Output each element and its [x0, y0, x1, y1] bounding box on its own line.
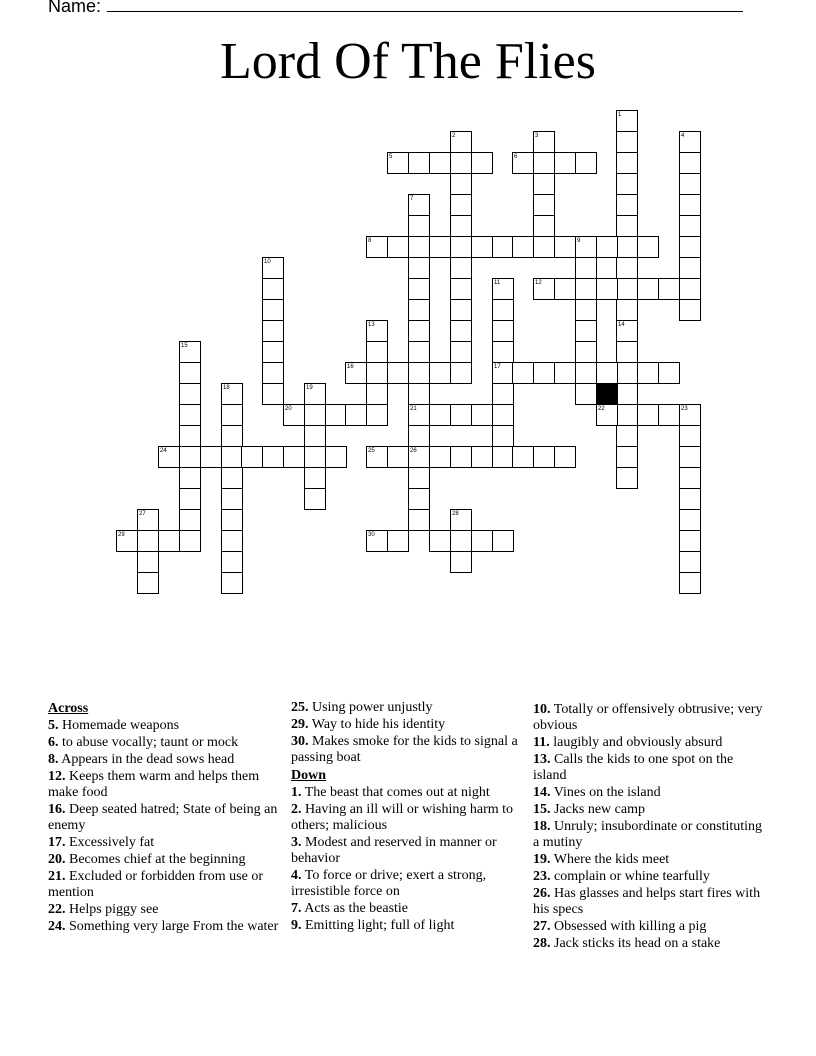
clue-number-label: 23.	[533, 869, 551, 884]
clue-item	[533, 785, 769, 801]
clue-number: 13	[368, 322, 375, 328]
clue-number-label: 5.	[48, 718, 59, 733]
grid-cell[interactable]	[408, 278, 430, 300]
clue-number: 20	[285, 406, 292, 412]
grid-cell[interactable]	[575, 341, 597, 363]
grid-cell[interactable]	[492, 530, 514, 552]
clue-number-label: 26.	[533, 886, 551, 901]
grid-cell[interactable]	[179, 404, 201, 426]
clue-number: 2	[452, 133, 456, 139]
grid-cell[interactable]	[596, 278, 618, 300]
grid-cell[interactable]	[387, 530, 409, 552]
grid-cell[interactable]	[596, 362, 618, 384]
grid-cell[interactable]	[471, 404, 493, 426]
clue-number-label: 16.	[48, 802, 66, 817]
down-clue-list	[291, 785, 531, 934]
grid-cell[interactable]	[450, 194, 472, 216]
clue-item	[48, 769, 288, 801]
clue-number: 8	[368, 238, 372, 244]
clue-text: Homemade weapons	[58, 718, 180, 733]
grid-cell[interactable]	[616, 194, 638, 216]
grid-cell[interactable]	[179, 467, 201, 489]
clue-text: laugibly and obviously absurd	[549, 735, 723, 750]
grid-cell[interactable]	[679, 551, 701, 573]
clue-text: Excessively fat	[65, 835, 155, 850]
clue-number: 6	[514, 154, 518, 160]
clue-number: 7	[410, 196, 414, 202]
grid-cell[interactable]	[616, 446, 638, 468]
clue-number-label: 9.	[291, 918, 302, 933]
clue-item	[291, 918, 531, 934]
clue-text: Becomes chief at the beginning	[65, 852, 246, 867]
clue-number-label: 11.	[533, 735, 550, 750]
across-clue-list	[48, 718, 288, 935]
page-title: Lord Of The Flies	[220, 33, 596, 90]
grid-cell[interactable]	[304, 425, 326, 447]
clue-text: Unruly; insubordinate or constituting a mutiny	[533, 819, 763, 850]
clue-text: Vines on the island	[550, 785, 661, 800]
grid-cell[interactable]	[616, 257, 638, 279]
grid-cell[interactable]	[221, 446, 243, 468]
grid-cell[interactable]	[471, 530, 493, 552]
clue-item	[291, 734, 531, 766]
grid-cell[interactable]	[304, 467, 326, 489]
clue-number: 18	[223, 385, 230, 391]
across-clue-list-continued	[291, 700, 531, 766]
grid-cell[interactable]	[408, 509, 430, 531]
grid-cell[interactable]	[533, 236, 555, 258]
grid-cell[interactable]	[304, 404, 326, 426]
grid-cell[interactable]	[679, 572, 701, 594]
grid-cell[interactable]	[679, 425, 701, 447]
grid-cell[interactable]	[450, 530, 472, 552]
clue-number: 4	[681, 133, 685, 139]
clue-text: Using power unjustly	[308, 700, 433, 715]
grid-cell[interactable]	[366, 383, 388, 405]
grid-cell[interactable]	[325, 404, 347, 426]
clue-item	[48, 869, 288, 901]
clue-item	[291, 802, 531, 834]
clue-number-label: 21.	[48, 869, 66, 884]
grid-cell[interactable]	[512, 236, 534, 258]
grid-cell[interactable]	[366, 404, 388, 426]
clue-number: 12	[535, 280, 542, 286]
grid-cell[interactable]	[679, 257, 701, 279]
grid-cell[interactable]	[262, 341, 284, 363]
grid-cell[interactable]	[450, 446, 472, 468]
grid-cell[interactable]	[325, 446, 347, 468]
grid-cell[interactable]	[658, 278, 680, 300]
grid-cell[interactable]	[408, 257, 430, 279]
grid-cell[interactable]	[554, 236, 576, 258]
grid-cell[interactable]	[408, 215, 430, 237]
grid-cell[interactable]	[616, 467, 638, 489]
grid-cell[interactable]	[450, 236, 472, 258]
grid-cell[interactable]	[616, 299, 638, 321]
grid-cell[interactable]	[221, 467, 243, 489]
grid-cell[interactable]	[492, 446, 514, 468]
grid-cell[interactable]	[492, 425, 514, 447]
grid-cell[interactable]	[471, 152, 493, 174]
grid-cell[interactable]	[637, 404, 659, 426]
clue-item	[291, 901, 531, 917]
grid-cell[interactable]	[221, 425, 243, 447]
clues-column-3	[533, 702, 769, 953]
clue-item	[291, 785, 531, 801]
clue-item	[48, 718, 288, 734]
clue-item	[291, 700, 531, 716]
grid-cell[interactable]	[575, 320, 597, 342]
grid-cell[interactable]	[679, 467, 701, 489]
clue-number-label: 25.	[291, 700, 309, 715]
clues-column-1	[48, 699, 288, 936]
grid-cell[interactable]	[450, 257, 472, 279]
clue-item	[48, 902, 288, 918]
grid-cell[interactable]	[575, 362, 597, 384]
grid-cell[interactable]	[200, 446, 222, 468]
grid-cell[interactable]	[387, 446, 409, 468]
clue-text: Has glasses and helps start fires with his specs	[533, 886, 761, 917]
grid-cell[interactable]	[262, 299, 284, 321]
grid-cell[interactable]	[554, 152, 576, 174]
clue-number-label: 15.	[533, 802, 551, 817]
clue-item	[533, 936, 769, 952]
grid-cell[interactable]	[492, 404, 514, 426]
grid-cell[interactable]	[408, 236, 430, 258]
grid-cell[interactable]	[679, 530, 701, 552]
grid-cell[interactable]	[262, 383, 284, 405]
grid-cell[interactable]	[492, 341, 514, 363]
grid-cell[interactable]	[304, 488, 326, 510]
grid-cell[interactable]	[429, 236, 451, 258]
clue-text: Obsessed with killing a pig	[550, 919, 707, 934]
clue-item	[48, 735, 288, 751]
clue-text: To force or drive; exert a strong, irresistible force on	[291, 868, 487, 899]
grid-cell[interactable]	[450, 341, 472, 363]
grid-cell[interactable]	[221, 488, 243, 510]
clue-number-label: 4.	[291, 868, 302, 883]
grid-cell[interactable]	[221, 404, 243, 426]
grid-cell[interactable]	[616, 152, 638, 174]
clue-number: 16	[347, 364, 354, 370]
clue-number-label: 3.	[291, 835, 302, 850]
grid-cell[interactable]	[450, 278, 472, 300]
grid-cell[interactable]	[262, 362, 284, 384]
grid-cell[interactable]	[408, 299, 430, 321]
grid-cell[interactable]	[408, 152, 430, 174]
clue-number: 24	[160, 448, 167, 454]
grid-cell[interactable]	[450, 215, 472, 237]
grid-cell[interactable]	[679, 299, 701, 321]
down-clue-list-continued	[533, 702, 769, 952]
clue-number-label: 24.	[48, 919, 66, 934]
clue-number: 15	[181, 343, 188, 349]
grid-cell[interactable]	[450, 299, 472, 321]
grid-cell[interactable]	[450, 320, 472, 342]
grid-cell[interactable]	[679, 173, 701, 195]
grid-cell[interactable]	[408, 362, 430, 384]
grid-cell[interactable]	[262, 278, 284, 300]
clue-number-label: 19.	[533, 852, 551, 867]
clue-item	[48, 802, 288, 834]
clue-item	[291, 868, 531, 900]
grid-cell[interactable]	[616, 278, 638, 300]
clue-text: Excluded or forbidden from use or mention	[48, 869, 263, 900]
grid-cell[interactable]	[221, 509, 243, 531]
clue-number-label: 13.	[533, 752, 551, 767]
clue-number: 9	[577, 238, 581, 244]
grid-cell[interactable]	[637, 278, 659, 300]
clue-item	[48, 835, 288, 851]
clue-number: 26	[410, 448, 417, 454]
grid-cell[interactable]	[158, 530, 180, 552]
clue-text: Helps piggy see	[65, 902, 159, 917]
grid-cell[interactable]	[554, 446, 576, 468]
grid-cell[interactable]	[179, 488, 201, 510]
clue-text: Appears in the dead sows head	[58, 752, 235, 767]
grid-cell[interactable]	[554, 362, 576, 384]
grid-cell[interactable]	[533, 446, 555, 468]
clue-item	[533, 869, 769, 885]
grid-cell[interactable]	[241, 446, 263, 468]
grid-cell[interactable]	[512, 446, 534, 468]
grid-cell[interactable]	[221, 572, 243, 594]
grid-cell[interactable]	[366, 362, 388, 384]
clue-number: 1	[618, 112, 622, 118]
grid-cell[interactable]	[679, 215, 701, 237]
grid-cell[interactable]	[450, 362, 472, 384]
grid-cell[interactable]	[471, 446, 493, 468]
clue-text: Totally or offensively obtrusive; very obvious	[533, 702, 763, 733]
clue-number: 23	[681, 406, 688, 412]
name-label: Name:	[48, 0, 102, 16]
clue-number: 27	[139, 511, 146, 517]
grid-cell[interactable]	[679, 488, 701, 510]
grid-cell[interactable]	[596, 236, 618, 258]
across-heading: Across	[48, 701, 89, 716]
grid-cell[interactable]	[408, 341, 430, 363]
grid-cell[interactable]	[533, 152, 555, 174]
grid-cell[interactable]	[616, 383, 638, 405]
grid-cell[interactable]	[658, 404, 680, 426]
clue-number-label: 20.	[48, 852, 66, 867]
clue-number: 3	[535, 133, 539, 139]
grid-cell[interactable]	[366, 341, 388, 363]
grid-cell[interactable]	[408, 383, 430, 405]
clue-text: Calls the kids to one spot on the island	[533, 752, 734, 783]
clue-item	[533, 735, 769, 751]
grid-cell[interactable]	[429, 152, 451, 174]
grid-cell[interactable]	[137, 530, 159, 552]
grid-cell[interactable]	[262, 446, 284, 468]
clue-text: Something very large From the water	[65, 919, 279, 934]
grid-cell[interactable]	[492, 299, 514, 321]
clue-number: 25	[368, 448, 375, 454]
grid-cell[interactable]	[179, 446, 201, 468]
clue-number-label: 8.	[48, 752, 59, 767]
grid-cell[interactable]	[616, 173, 638, 195]
grid-cell[interactable]	[512, 362, 534, 384]
grid-cell[interactable]	[679, 152, 701, 174]
grid-cell[interactable]	[450, 173, 472, 195]
clue-number-label: 22.	[48, 902, 66, 917]
clue-text: Way to hide his identity	[308, 717, 446, 732]
grid-cell[interactable]	[450, 404, 472, 426]
grid-cell[interactable]	[616, 236, 638, 258]
grid-cell[interactable]	[533, 362, 555, 384]
clue-text: Makes smoke for the kids to signal a passing boat	[291, 734, 518, 765]
clue-text: Jacks new camp	[550, 802, 645, 817]
clue-number-label: 10.	[533, 702, 551, 717]
grid-cell[interactable]	[429, 530, 451, 552]
clue-item	[291, 717, 531, 733]
grid-cell[interactable]	[679, 194, 701, 216]
clue-text: to abuse vocally; taunt or mock	[58, 735, 239, 750]
grid-cell[interactable]	[616, 215, 638, 237]
grid-cell[interactable]	[679, 509, 701, 531]
grid-cell[interactable]	[450, 551, 472, 573]
grid-cell[interactable]	[179, 362, 201, 384]
grid-cell[interactable]	[179, 509, 201, 531]
clue-item	[291, 835, 531, 867]
grid-cell[interactable]	[137, 572, 159, 594]
grid-cell[interactable]	[429, 446, 451, 468]
clue-text: Jack sticks its head on a stake	[550, 936, 721, 951]
grid-cell[interactable]	[492, 383, 514, 405]
grid-cell[interactable]	[616, 131, 638, 153]
grid-cell[interactable]	[616, 404, 638, 426]
clue-number: 5	[389, 154, 393, 160]
grid-cell[interactable]	[679, 446, 701, 468]
clue-text: Keeps them warm and helps them make food	[48, 769, 260, 800]
clue-number: 10	[264, 259, 271, 265]
clue-number-label: 6.	[48, 735, 59, 750]
grid-cell[interactable]	[137, 551, 159, 573]
clue-number-label: 17.	[48, 835, 66, 850]
clue-item	[533, 919, 769, 935]
clue-number-label: 18.	[533, 819, 551, 834]
grid-cell[interactable]	[637, 236, 659, 258]
grid-cell[interactable]	[575, 383, 597, 405]
grid-cell[interactable]	[179, 425, 201, 447]
clue-number: 11	[494, 280, 501, 286]
clue-text: Modest and reserved in manner or behavior	[291, 835, 497, 866]
clue-item	[533, 852, 769, 868]
grid-cell[interactable]	[658, 362, 680, 384]
grid-cell[interactable]	[575, 278, 597, 300]
clue-item	[533, 702, 769, 734]
grid-cell[interactable]	[345, 404, 367, 426]
clue-item	[533, 752, 769, 784]
clue-number-label: 30.	[291, 734, 309, 749]
grid-cell[interactable]	[429, 404, 451, 426]
grid-cell[interactable]	[408, 488, 430, 510]
clue-number: 30	[368, 532, 375, 538]
down-heading: Down	[291, 768, 327, 783]
grid-cell[interactable]	[387, 236, 409, 258]
clue-number-label: 27.	[533, 919, 551, 934]
clue-text: Emitting light; full of light	[301, 918, 455, 933]
grid-cell[interactable]	[262, 320, 284, 342]
clue-text: Having an ill will or wishing harm to others; malicious	[291, 802, 514, 833]
clue-number: 22	[598, 406, 605, 412]
clue-item	[533, 802, 769, 818]
clue-number: 29	[118, 532, 125, 538]
grid-cell[interactable]	[408, 467, 430, 489]
clue-number-label: 29.	[291, 717, 309, 732]
clue-text: Deep seated hatred; State of being an enemy	[48, 802, 278, 833]
grid-cell[interactable]	[450, 152, 472, 174]
grid-cell[interactable]	[616, 341, 638, 363]
grid-cell[interactable]	[304, 446, 326, 468]
clue-item	[48, 852, 288, 868]
clue-number: 14	[618, 322, 625, 328]
clue-number-label: 1.	[291, 785, 302, 800]
grid-cell[interactable]	[492, 320, 514, 342]
clue-number: 21	[410, 406, 417, 412]
grid-cell[interactable]	[575, 299, 597, 321]
grid-cell[interactable]	[616, 362, 638, 384]
grid-cell[interactable]	[616, 425, 638, 447]
grid-cell[interactable]	[533, 194, 555, 216]
grid-cell[interactable]	[492, 236, 514, 258]
grid-cell[interactable]	[408, 320, 430, 342]
clue-number: 28	[452, 511, 459, 517]
grid-cell[interactable]	[575, 257, 597, 279]
grid-cell[interactable]	[179, 383, 201, 405]
clue-item	[48, 919, 288, 935]
clue-number: 17	[494, 364, 501, 370]
clue-text: Acts as the beastie	[301, 901, 409, 916]
grid-cell[interactable]	[533, 173, 555, 195]
clue-text: The beast that comes out at night	[301, 785, 490, 800]
grid-cell[interactable]	[575, 152, 597, 174]
grid-cell[interactable]	[387, 362, 409, 384]
grid-cell[interactable]	[221, 551, 243, 573]
clue-number-label: 14.	[533, 785, 551, 800]
grid-cell[interactable]	[679, 236, 701, 258]
clue-text: complain or whine tearfully	[550, 869, 710, 884]
clue-number-label: 2.	[291, 802, 302, 817]
grid-cell[interactable]	[429, 362, 451, 384]
grid-cell[interactable]	[637, 362, 659, 384]
black-cell	[596, 383, 618, 405]
grid-cell[interactable]	[679, 278, 701, 300]
clue-text: Where the kids meet	[550, 852, 670, 867]
grid-cell[interactable]	[283, 446, 305, 468]
grid-cell[interactable]	[554, 278, 576, 300]
grid-cell[interactable]	[408, 425, 430, 447]
grid-cell[interactable]	[471, 236, 493, 258]
grid-cell[interactable]	[221, 530, 243, 552]
clue-item	[533, 886, 769, 918]
grid-cell[interactable]	[179, 530, 201, 552]
clue-number: 19	[306, 385, 313, 391]
clues-column-2	[291, 700, 531, 935]
clue-item	[48, 752, 288, 768]
clue-number-label: 28.	[533, 936, 551, 951]
grid-cell[interactable]	[533, 215, 555, 237]
clue-number-label: 7.	[291, 901, 302, 916]
clue-number-label: 12.	[48, 769, 66, 784]
clue-item	[533, 819, 769, 851]
